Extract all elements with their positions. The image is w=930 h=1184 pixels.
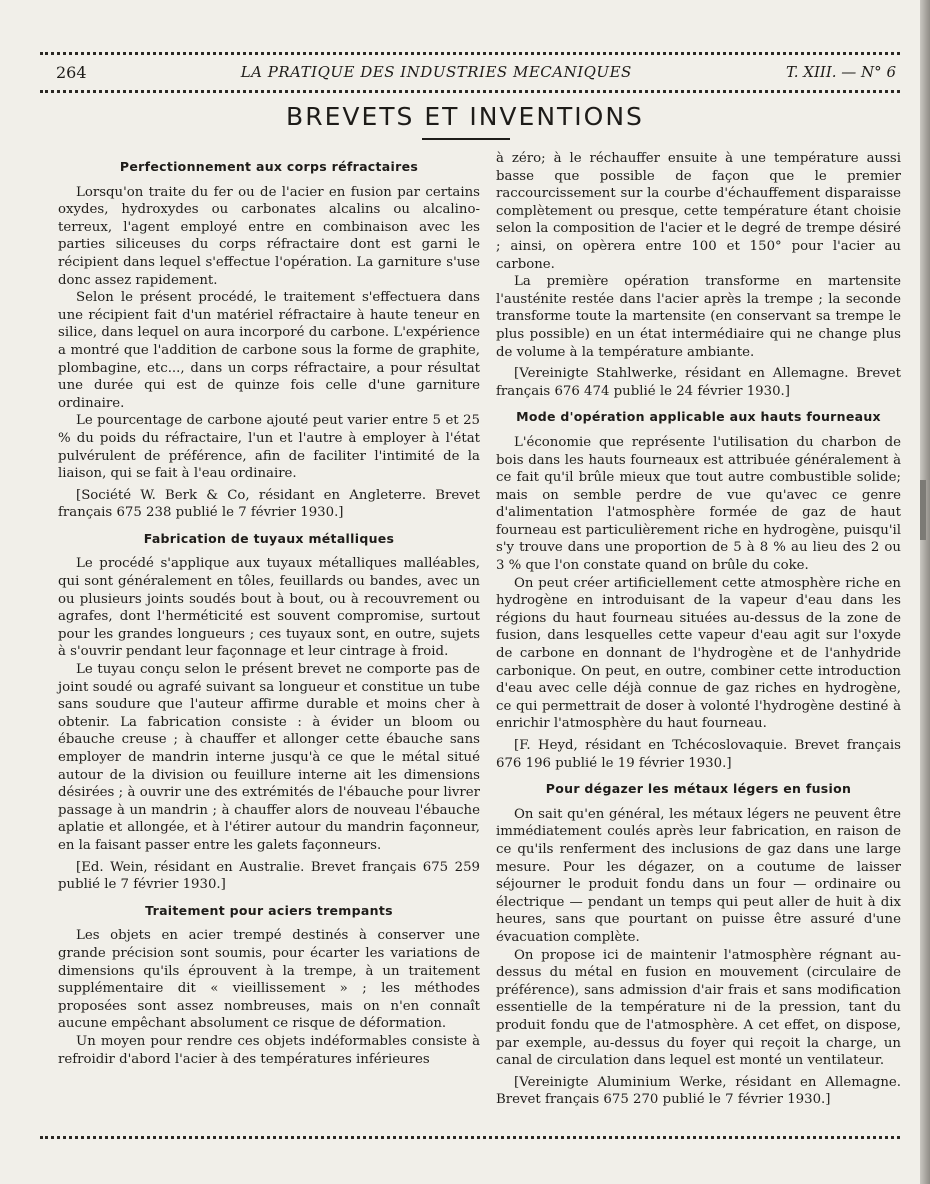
- section-title-rule: [422, 138, 510, 140]
- page-number: 264: [56, 62, 87, 82]
- paragraph: Le procédé s'applique aux tuyaux métalliques malléables, qui sont généralement en tôles, feuillards ou bandes, avec un ou plusieurs joints soudés bout à bout, ou à recouvrement ou agrafes, dont l'herméticité est souvent compromise, surtout pour les grandes longueurs ; ces tuyaux sont, en outre, sujets à s'ouvrir pendant leur façonnage et leur cintrage à froid.: [58, 556, 480, 660]
- patent-reference: [Société W. Berk & Co, résidant en Angleterre. Brevet français 675 238 publié le 7 février 1930.]: [58, 487, 480, 521]
- article-heading: Fabrication de tuyaux métalliques: [143, 530, 395, 546]
- article: [58, 530, 480, 894]
- header-dotted-rule-top: [40, 52, 900, 55]
- paragraph: Un moyen pour rendre ces objets indéformables consiste à refroidir d'abord l'acier à des températures inférieures: [58, 1033, 480, 1067]
- volume-number: T. XIII. — N° 6: [785, 63, 896, 81]
- article-heading: Pour dégazer les métaux légers en fusion: [545, 781, 852, 797]
- patent-reference: [Vereinigte Stahlwerke, résidant en Allemagne. Brevet français 676 474 publié le 24 février 1930.]: [496, 366, 901, 399]
- paragraph: L'économie que représente l'utilisation du charbon de bois dans les hauts fourneaux est attribuée généralement à ce fait qu'il brûle mieux que tout autre combustible solide; mais on semble perdre de vue qu'avec ce genre d'alimentation l'atmosphère formée de gaz de haut fourneau est particulièrement riche en hydrogène, puisqu'il s'y trouve dans une proportion de 5 à 8 % au lieu des 2 ou 3 % que l'on constate quand on brûle du coke.: [496, 434, 901, 574]
- footer-dotted-rule: [40, 1136, 900, 1139]
- left-column: [58, 150, 480, 1068]
- paragraph: On sait qu'en général, les métaux légers ne peuvent être immédiatement coulés après leur fabrication, en raison de ce qu'ils renferment des inclusions de gaz dans une large mesure. Pour les dégazer, on a coutume de laisser séjourner le produit fondu dans un four — ordinaire ou électrique — pendant un temps qui peut aller de huit à dix heures, sans que pourtant on puisse être assuré d'une évacuation complète.: [496, 806, 901, 945]
- paragraph: Lorsqu'on traite du fer ou de l'acier en fusion par certains oxydes, hydroxydes ou carbonates alcalins ou alcalino-terreux, l'agent employé entre en combinaison avec les parties siliceuses du corps réfractaire dont est garni le récipient dans lequel s'effectue l'opération. La garniture s'use donc assez rapidement.: [58, 184, 480, 288]
- page-edge-shadow: [920, 0, 930, 1184]
- article: [58, 902, 480, 1068]
- scan-mark: [920, 480, 926, 540]
- paragraph: La première opération transforme en martensite l'austénite restée dans l'acier après la trempe ; la seconde transforme toute la martensite (en conservant sa trempe le plus possible) en un état intermédiaire qui ne change plus de volume à la température ambiante.: [496, 274, 901, 360]
- article: [58, 158, 480, 522]
- paragraph: On propose ici de maintenir l'atmosphère régnant au-dessus du métal en fusion en mouvement (circulaire de préférence), sans admission d'air frais et sans modification essentielle de la température ni de la pression, tant du produit fondu que de l'atmosphère. A cet effet, on dispose, par exemple, au-dessus du foyer qui reçoit la charge, un canal de circulation dans lequel est monté un ventilateur.: [496, 947, 901, 1069]
- article: [496, 780, 901, 1109]
- article-continuation: [496, 150, 901, 400]
- journal-title: LA PRATIQUE DES INDUSTRIES MECANIQUES: [240, 63, 632, 81]
- patent-reference: [F. Heyd, résidant en Tchécoslovaquie. Brevet français 676 196 publié le 19 février 1930.]: [496, 738, 901, 771]
- section-title: BREVETS ET INVENTIONS: [286, 102, 644, 131]
- header-dotted-rule-bottom: [40, 90, 900, 93]
- article-heading: Mode d'opération applicable aux hauts fourneaux: [516, 409, 881, 425]
- article-heading: Perfectionnement aux corps réfractaires: [119, 159, 419, 174]
- paragraph: à zéro; à le réchauffer ensuite à une température aussi basse que possible de façon que le premier raccourcissement sur la courbe d'échauffement disparaisse complètement ou presque, cette température étant choisie selon la composition de l'acier et le degré de trempe désiré ; ainsi, on opèrera entre 100 et 150° pour l'acier au carbone.: [496, 151, 901, 272]
- paragraph: On peut créer artificiellement cette atmosphère riche en hydrogène en introduisant de la vapeur d'eau dans les régions du haut fourneau situées au-dessus de la zone de fusion, dans lesquelles cette vapeur d'eau agit sur l'oxyde de carbone en donnant de l'hydrogène et de l'anhydride carbonique. On peut, en outre, combiner cette introduction d'eau avec celle déjà connue de gaz riches en hydrogène, ce qui permettrait de doser à volonté l'hydrogène destiné à enrichir l'atmosphère du haut fourneau.: [496, 575, 901, 732]
- patent-reference: [Vereinigte Aluminium Werke, résidant en Allemagne. Brevet français 675 270 publié le 7 février 1930.]: [496, 1074, 901, 1108]
- running-head: [56, 58, 896, 86]
- article-heading: Traitement pour aciers trempants: [145, 902, 393, 918]
- paragraph: Le tuyau conçu selon le présent brevet ne comporte pas de joint soudé ou agrafé suivant sa longueur et constitue un tube sans soudure que l'auteur affirme durable et moins cher à obtenir. La fabrication consiste : à évider un bloom ou ébauche creuse ; à chauffer et allonger cette ébauche sans employer de mandrin interne jusqu'à ce que le métal situé autour de la division ou feuillure interne ait les dimensions désirées ; à ouvrir une des extrémités de l'ébauche pour livrer passage à un mandrin ; à chauffer alors de nouveau l'ébauche aplatie et allongée, et à l'étirer autour du mandrin façonneur, en la faisant passer entre les galets façonneurs.: [58, 662, 480, 853]
- right-column: [496, 150, 901, 1117]
- patent-reference: [Ed. Wein, résidant en Australie. Brevet français 675 259 publié le 7 février 1930.]: [58, 859, 480, 893]
- paragraph: Le pourcentage de carbone ajouté peut varier entre 5 et 25 % du poids du réfractaire, l'un et l'autre à employer à l'état pulvérulent de préférence, afin de faciliter l'intimité de la liaison, qui se fait à l'eau ordinaire.: [58, 413, 480, 482]
- paragraph: Selon le présent procédé, le traitement s'effectuera dans une récipient fait d'un matériel réfractaire à haute teneur en silice, dans lequel on aura incorporé du carbone. L'expérience a montré que l'addition de carbone sous la forme de graphite, plombagine, etc..., dans un corps réfractaire, a pour résultat une durée qui est de quinze fois celle d'une garniture ordinaire.: [58, 290, 480, 411]
- article: [496, 408, 901, 772]
- paragraph: Les objets en acier trempé destinés à conserver une grande précision sont soumis, pour écarter les variations de dimensions qu'ils éprouvent à la trempe, à un traitement supplémentaire dit « vieillissement » ; les méthodes proposées sont assez nombreuses, mais on n'en connaît aucune empêchant absolument ce risque de déformation.: [58, 928, 480, 1032]
